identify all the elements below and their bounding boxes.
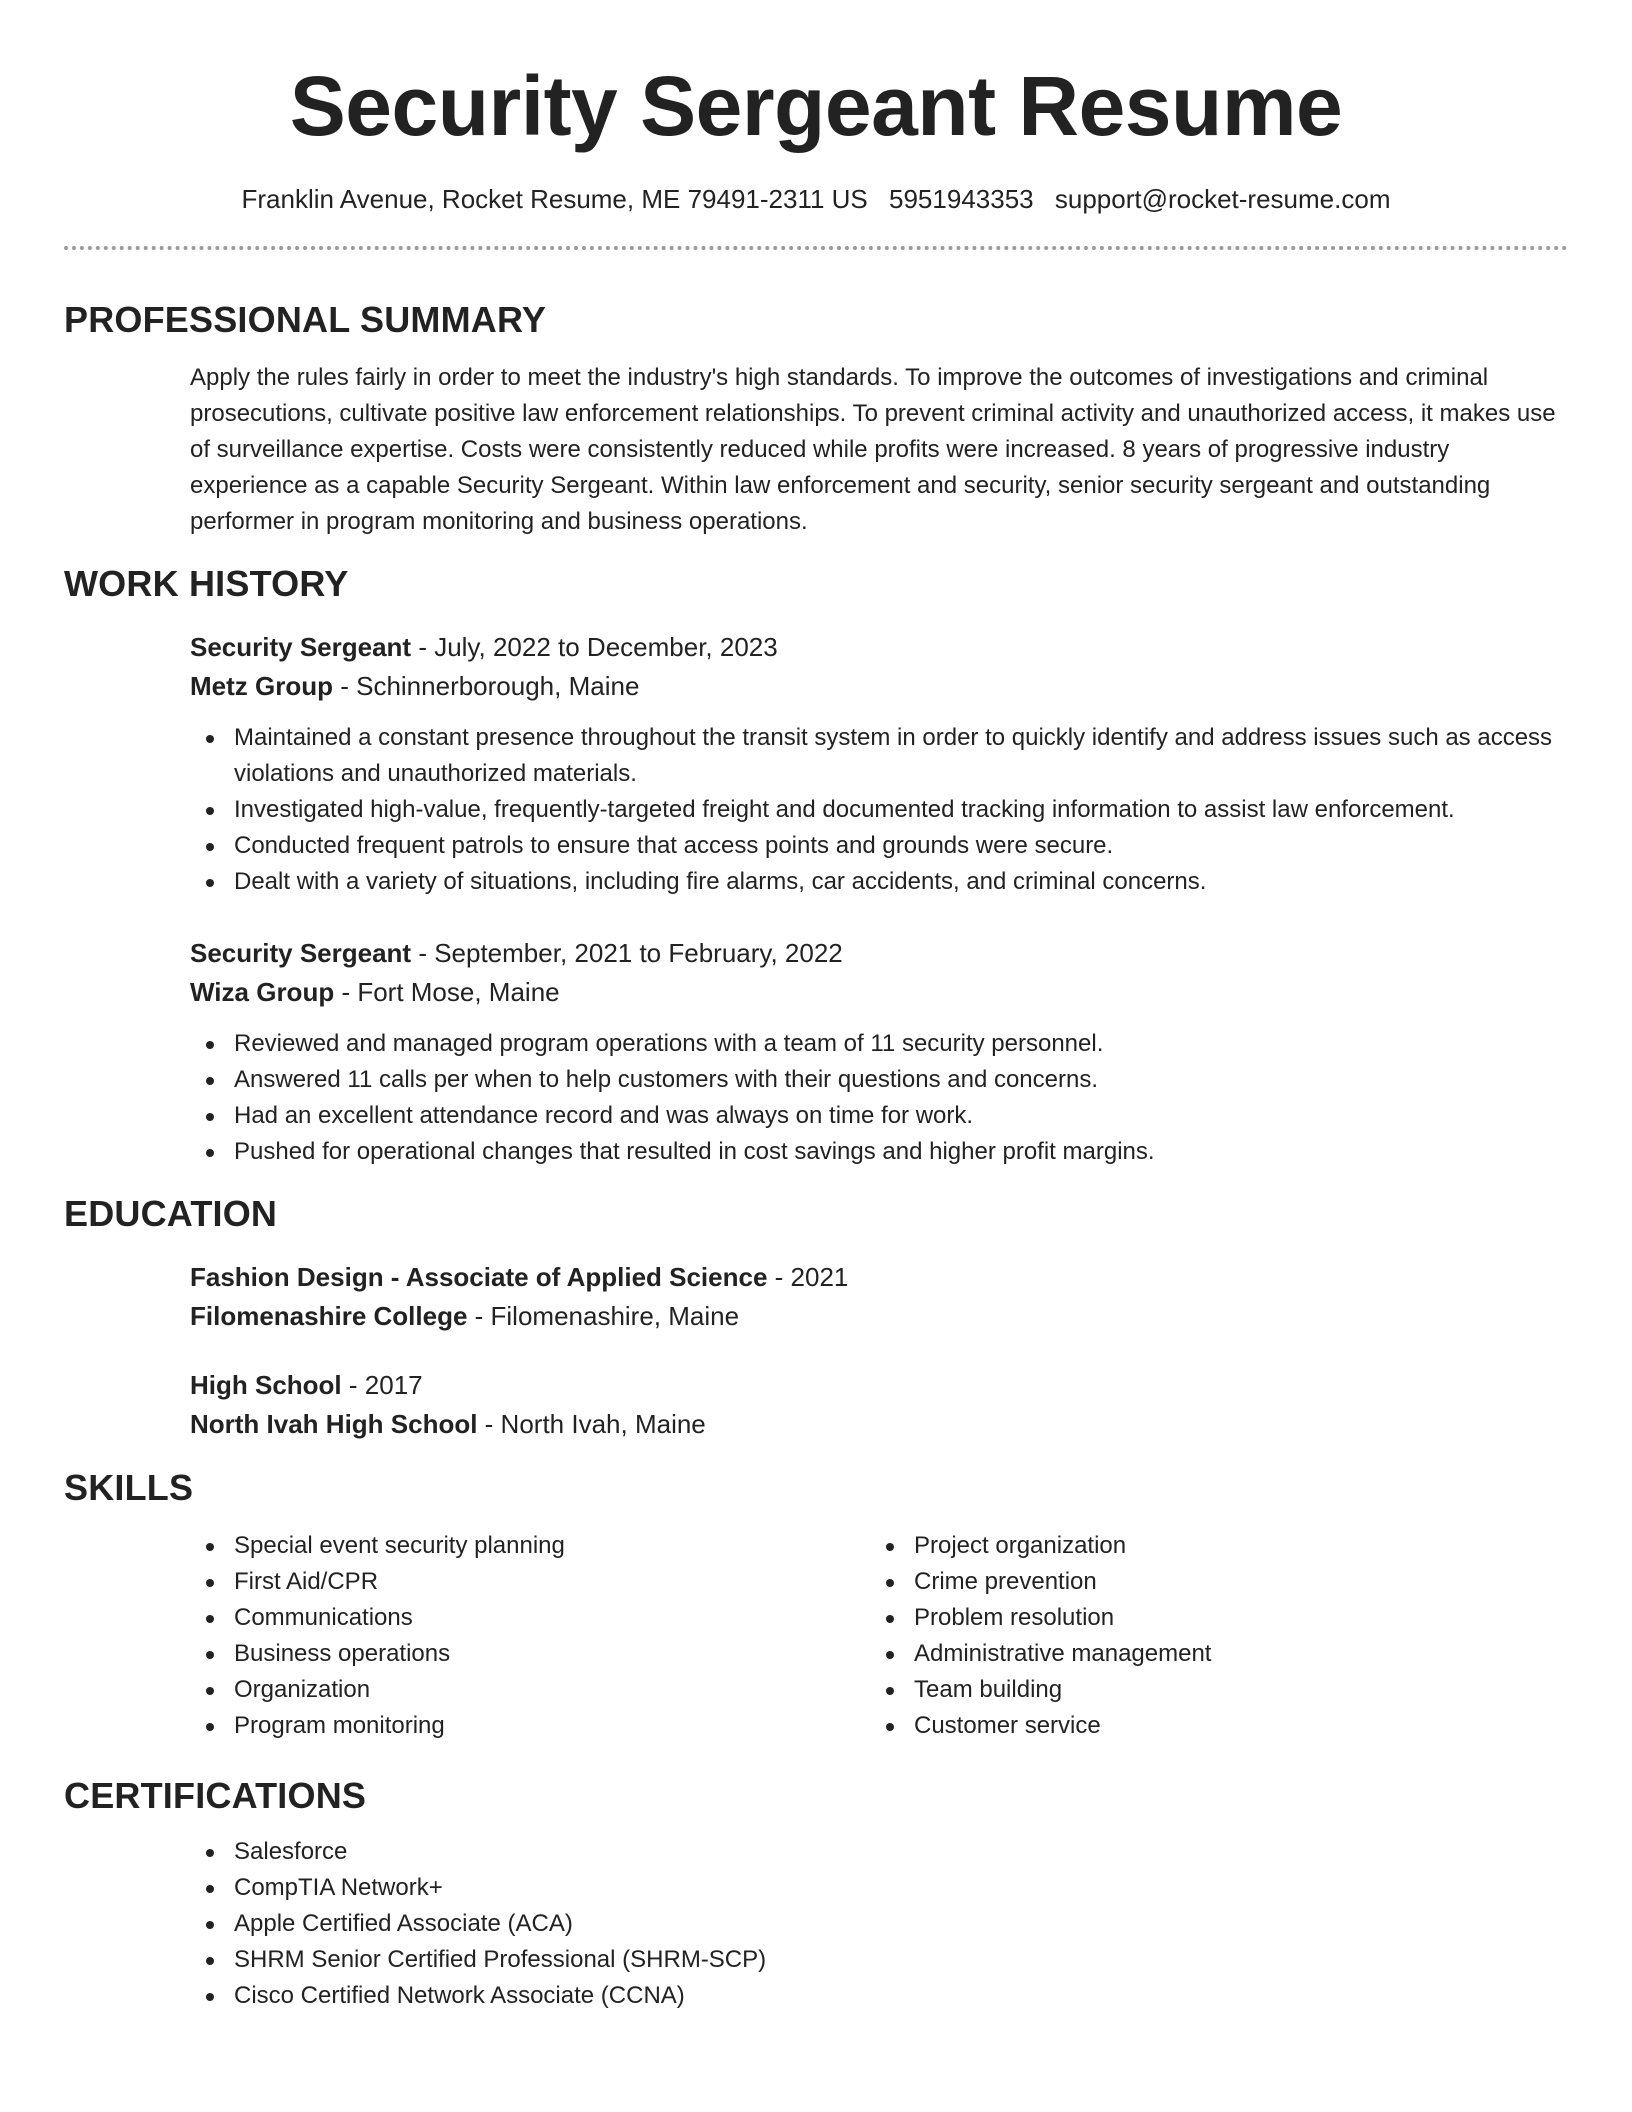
job-company-line: [190, 973, 1568, 1012]
list-item: SHRM Senior Certified Professional (SHRM-SCP): [190, 1942, 1568, 1978]
job-dates: - July, 2022 to December, 2023: [411, 632, 778, 662]
list-item: Cisco Certified Network Associate (CCNA): [190, 1978, 1568, 2014]
certifications-list: [190, 1834, 1568, 2014]
section-title-skills: SKILLS: [64, 1467, 194, 1508]
list-item: Pushed for operational changes that resulted in cost savings and higher profit margins.: [190, 1134, 1568, 1170]
contact-line: [64, 182, 1568, 216]
list-item: Project organization: [870, 1528, 1550, 1564]
section-title-education: EDUCATION: [64, 1193, 278, 1234]
list-item: First Aid/CPR: [190, 1564, 870, 1600]
list-item: Maintained a constant presence throughout the transit system in order to quickly identify and address issues such as access violations and unauthorized materials.: [190, 720, 1568, 792]
job-role-line: [190, 628, 1568, 667]
skills-list-right: [870, 1528, 1550, 1744]
education-location: - Filomenashire, Maine: [467, 1301, 740, 1331]
education-year: - 2021: [767, 1262, 849, 1292]
education-school: Filomenashire College: [190, 1301, 468, 1331]
education-degree: Fashion Design - Associate of Applied Science: [190, 1262, 768, 1292]
list-item: Team building: [870, 1672, 1550, 1708]
job-location: - Schinnerborough, Maine: [333, 671, 640, 701]
job-role-line: [190, 934, 1568, 973]
list-item: Business operations: [190, 1636, 870, 1672]
list-item: Conducted frequent patrols to ensure that access points and grounds were secure.: [190, 828, 1568, 864]
contact-address: Franklin Avenue, Rocket Resume, ME 79491-2311 US: [241, 184, 868, 214]
education-location: - North Ivah, Maine: [477, 1409, 706, 1439]
job-dates: - September, 2021 to February, 2022: [411, 938, 843, 968]
education-degree-line: [190, 1258, 1568, 1297]
job-bullets: [190, 720, 1568, 900]
education-section: [190, 1258, 1568, 1444]
education-degree: High School: [190, 1370, 342, 1400]
list-item: Investigated high-value, frequently-targeted freight and documented tracking information to assist law enforcement.: [190, 792, 1568, 828]
section-title-work-history: WORK HISTORY: [64, 563, 349, 604]
resume-page: [64, 56, 1568, 2014]
job-company-line: [190, 667, 1568, 706]
resume-title: Security Sergeant Resume: [289, 59, 1343, 153]
list-item: Answered 11 calls per when to help customers with their questions and concerns.: [190, 1062, 1568, 1098]
list-item: Dealt with a variety of situations, including fire alarms, car accidents, and criminal concerns.: [190, 864, 1568, 900]
education-school: North Ivah High School: [190, 1409, 478, 1439]
job-bullets: [190, 1026, 1568, 1170]
job-role: Security Sergeant: [190, 938, 412, 968]
list-item: Reviewed and managed program operations with a team of 11 security personnel.: [190, 1026, 1568, 1062]
section-title-certifications: CERTIFICATIONS: [64, 1775, 367, 1816]
work-history-section: [190, 628, 1568, 1170]
job-entry: [190, 934, 1568, 1170]
certifications-section: [190, 1834, 1568, 2014]
list-item: Communications: [190, 1600, 870, 1636]
summary-text: Apply the rules fairly in order to meet the industry's high standards. To improve the outcomes of investigations and criminal prosecutions, cultivate positive law enforcement relationships. To prevent criminal activity and unauthorized access, it makes use of surveillance expertise. Costs were consistently reduced while profits were increased. 8 years of progressive industry experience as a capable Security Sergeant. Within law enforcement and security, senior security sergeant and outstanding performer in program monitoring and business operations.: [190, 364, 1556, 535]
list-item: Problem resolution: [870, 1600, 1550, 1636]
list-item: Crime prevention: [870, 1564, 1550, 1600]
job-company: Metz Group: [190, 671, 333, 701]
list-item: Program monitoring: [190, 1708, 870, 1744]
job-entry: [190, 628, 1568, 900]
education-year: - 2017: [341, 1370, 423, 1400]
summary-section: [190, 360, 1568, 540]
list-item: Had an excellent attendance record and was always on time for work.: [190, 1098, 1568, 1134]
skills-list-left: [190, 1528, 870, 1744]
list-item: Organization: [190, 1672, 870, 1708]
education-school-line: [190, 1405, 1568, 1444]
job-location: - Fort Mose, Maine: [334, 977, 560, 1007]
education-degree-line: [190, 1366, 1568, 1405]
skills-section: [190, 1528, 1568, 1744]
list-item: CompTIA Network+: [190, 1870, 1568, 1906]
list-item: Customer service: [870, 1708, 1550, 1744]
list-item: Special event security planning: [190, 1528, 870, 1564]
list-item: Administrative management: [870, 1636, 1550, 1672]
job-company: Wiza Group: [190, 977, 335, 1007]
section-title-summary: PROFESSIONAL SUMMARY: [64, 299, 547, 340]
contact-email: support@rocket-resume.com: [1054, 184, 1391, 214]
contact-phone: 5951943353: [889, 184, 1034, 214]
list-item: Apple Certified Associate (ACA): [190, 1906, 1568, 1942]
skills-column-left: [190, 1528, 870, 1744]
education-entry: [190, 1258, 1568, 1336]
skills-column-right: [870, 1528, 1550, 1744]
education-entry: [190, 1366, 1568, 1444]
job-role: Security Sergeant: [190, 632, 412, 662]
education-school-line: [190, 1297, 1568, 1336]
list-item: Salesforce: [190, 1834, 1568, 1870]
header-divider: [64, 246, 1568, 250]
